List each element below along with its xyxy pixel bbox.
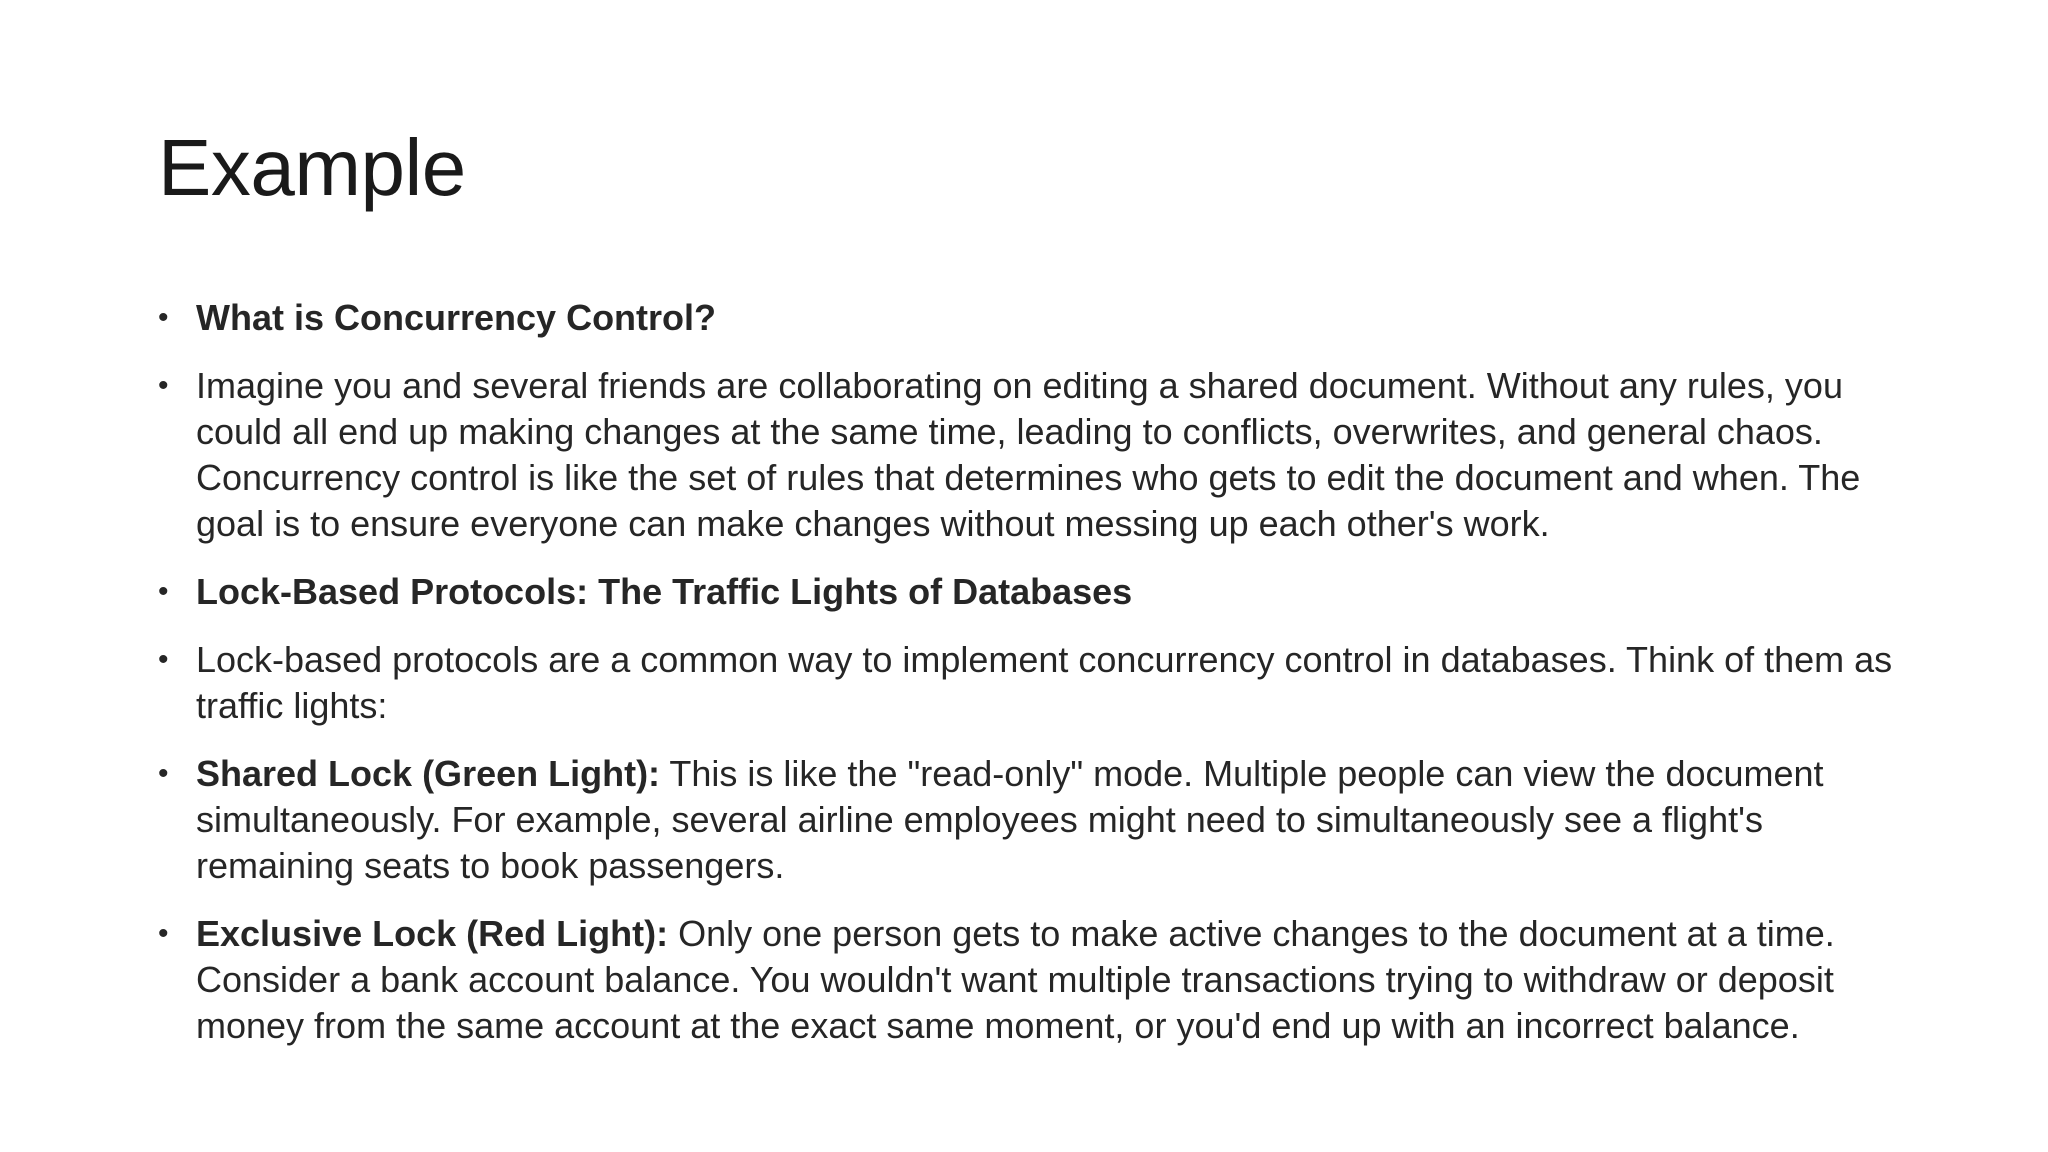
bullet-item <box>158 295 1918 341</box>
slide-title: Example <box>158 123 466 212</box>
bullet-bold-text: What is Concurrency Control? <box>196 297 717 338</box>
bullet-text: Only one person gets to make active changes to the document at a time. Consider a bank account balance. You wouldn't want multiple transactions trying to withdraw or deposit money from the same account at the exact same moment, or you'd end up with an incorrect balance. <box>196 913 1835 1046</box>
bullet-item <box>158 911 1918 1049</box>
bullet-list <box>158 295 1918 1071</box>
bullet-dot-icon: • <box>158 301 169 334</box>
bullet-item <box>158 363 1918 547</box>
bullet-text: Imagine you and several friends are collaborating on editing a shared document. Without any rules, you could all end up making changes at the same time, leading to conflicts, overwrites, and general chaos. Concurrency control is like the set of rules that determines who gets to edit the document and when. The goal is to ensure everyone can make changes without messing up each other's work. <box>196 365 1861 544</box>
bullet-text: This is like the "read-only" mode. Multiple people can view the document simultaneously. For example, several airline employees might need to simultaneously see a flight's remaining seats to book passengers. <box>196 753 1824 886</box>
bullet-dot-icon: • <box>158 643 169 676</box>
bullet-dot-icon: • <box>158 757 169 790</box>
bullet-bold-text: Lock-Based Protocols: The Traffic Lights of Databases <box>196 571 1133 612</box>
bullet-dot-icon: • <box>158 575 169 608</box>
bullet-dot-icon: • <box>158 369 169 402</box>
bullet-item <box>158 751 1918 889</box>
bullet-bold-text: Shared Lock (Green Light): <box>196 753 661 794</box>
bullet-text: Lock-based protocols are a common way to implement concurrency control in databases. Think of them as traffic lights: <box>196 639 1893 726</box>
bullet-dot-icon: • <box>158 917 169 950</box>
bullet-bold-text: Exclusive Lock (Red Light): <box>196 913 669 954</box>
bullet-item <box>158 637 1918 729</box>
bullet-item <box>158 569 1918 615</box>
